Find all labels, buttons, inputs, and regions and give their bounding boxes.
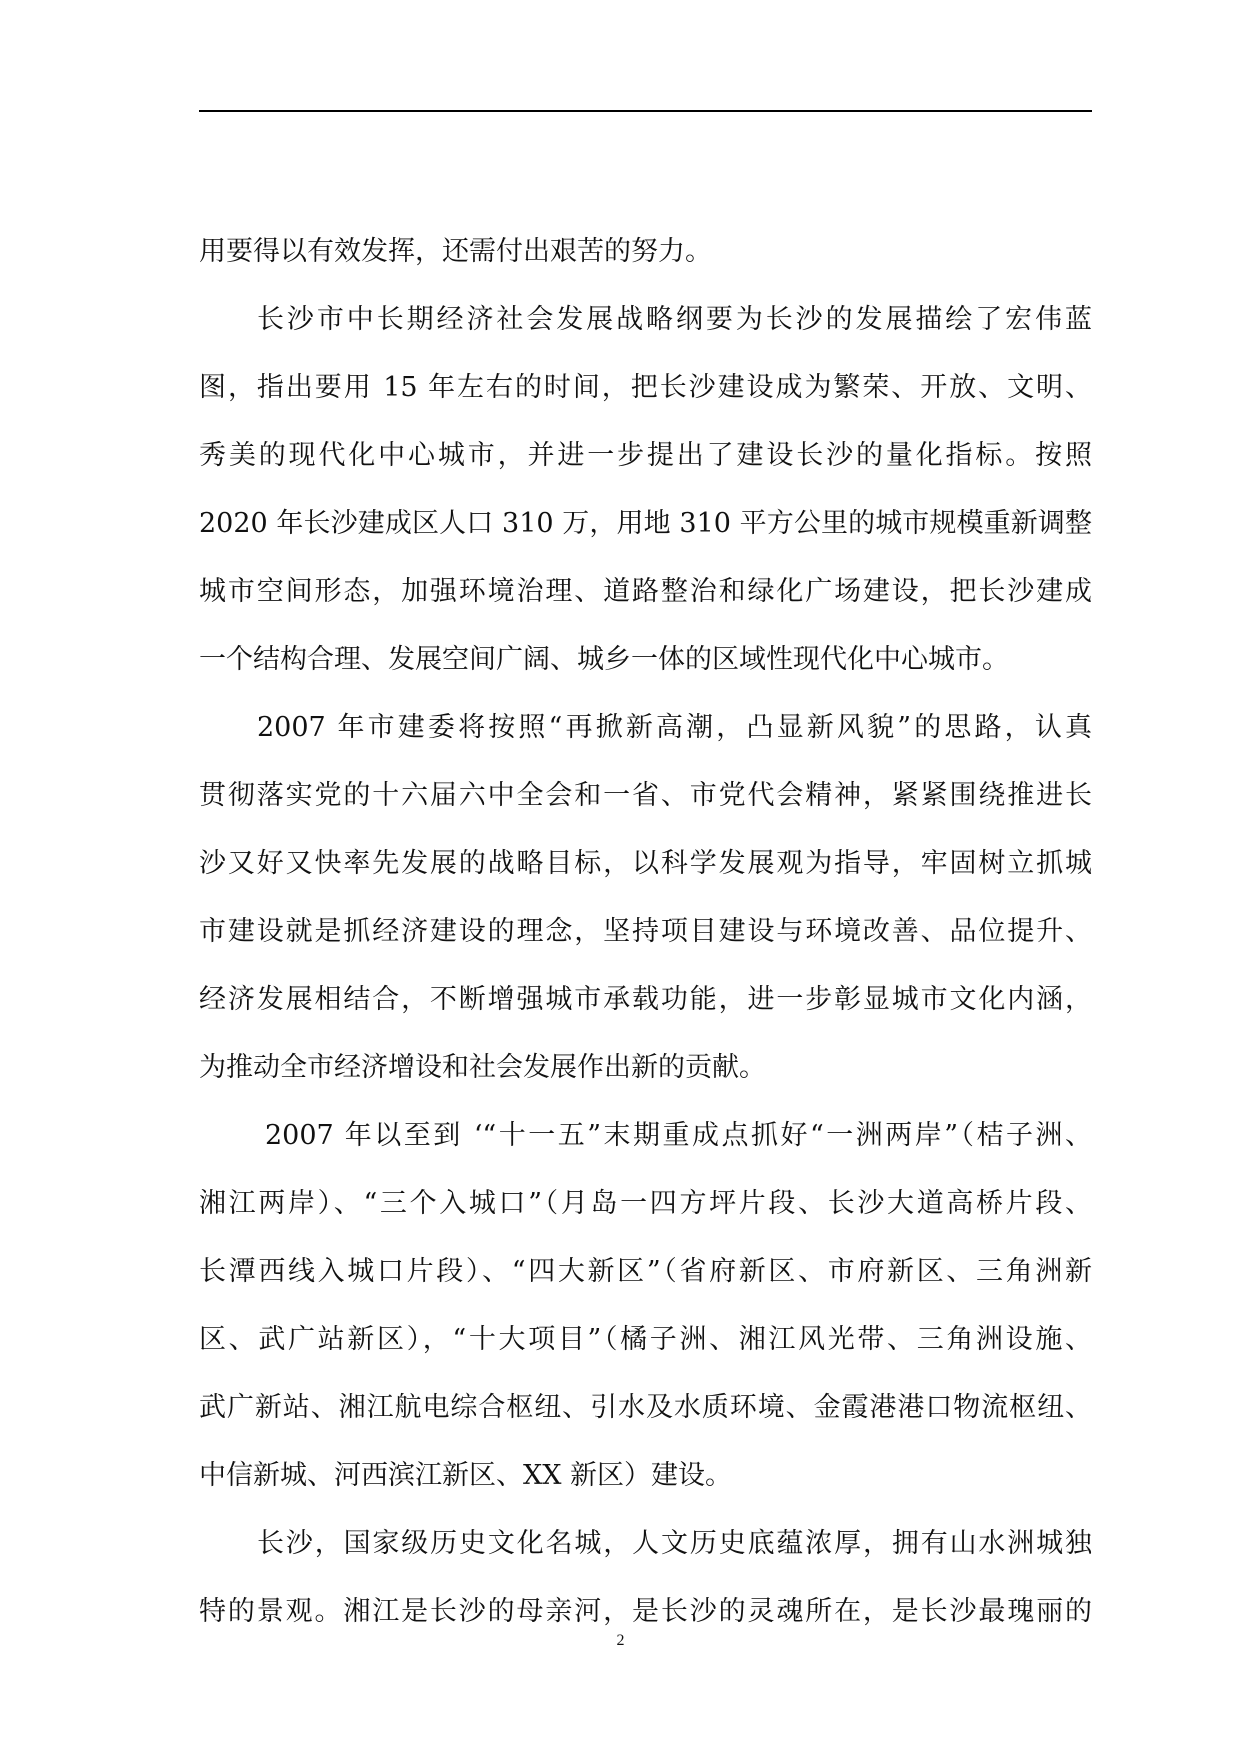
text-line: 一个结构合理、发展空间广阔、城乡一体的区域性现代化中心城市。: [199, 644, 1009, 675]
text-line: 湘江两岸）、“三个入城口”（月岛一四方坪片段、长沙大道高桥片段、: [199, 1188, 1092, 1219]
text-line: 市建设就是抓经济建设的理念，坚持项目建设与环境改善、品位提升、: [199, 916, 1092, 947]
text-line: 为推动全市经济增设和社会发展作出新的贡献。: [199, 1052, 766, 1083]
text-line: 2007 年以至到 ‘“十一五”末期重成点抓好“一洲两岸”（桔子洲、: [265, 1120, 1092, 1151]
text-line: 2007 年市建委将按照“再掀新高潮，凸显新风貌”的思路，认真: [257, 712, 1092, 743]
text-line: 用要得以有效发挥，还需付出艰苦的努力。: [199, 236, 712, 267]
text-line: 区、武广站新区），“十大项目”（橘子洲、湘江风光带、三角洲设施、: [199, 1324, 1092, 1355]
text-line: 图，指出要用 15 年左右的时间，把长沙建设成为繁荣、开放、文明、: [199, 372, 1092, 403]
body-text: [199, 218, 1092, 1646]
text-line: 武广新站、湘江航电综合枢纽、引水及水质环境、金霞港港口物流枢纽、: [199, 1392, 1092, 1423]
text-line: 秀美的现代化中心城市，并进一步提出了建设长沙的量化指标。按照: [199, 440, 1092, 471]
text-line: 长潭西线入城口片段）、“四大新区”（省府新区、市府新区、三角洲新: [199, 1256, 1092, 1287]
text-line: 长沙，国家级历史文化名城，人文历史底蕴浓厚，拥有山水洲城独: [257, 1528, 1092, 1559]
text-line: 2020 年长沙建成区人口 310 万，用地 310 平方公里的城市规模重新调整: [199, 508, 1092, 539]
text-line: 城市空间形态，加强环境治理、道路整治和绿化广场建设，把长沙建成: [199, 576, 1092, 607]
text-line: 经济发展相结合，不断增强城市承载功能，进一步彰显城市文化内涵，: [199, 984, 1092, 1015]
page-number: 2: [616, 1632, 625, 1649]
text-line: 特的景观。湘江是长沙的母亲河，是长沙的灵魂所在，是长沙最瑰丽的: [199, 1596, 1092, 1627]
text-line: 贯彻落实党的十六届六中全会和一省、市党代会精神，紧紧围绕推进长: [199, 780, 1092, 811]
text-line: 中信新城、河西滨江新区、XX 新区）建设。: [199, 1460, 733, 1491]
text-line: 沙又好又快率先发展的战略目标，以科学发展观为指导，牢固树立抓城: [199, 848, 1092, 879]
header-rule: [199, 110, 1092, 112]
text-line: 长沙市中长期经济社会发展战略纲要为长沙的发展描绘了宏伟蓝: [257, 304, 1092, 335]
